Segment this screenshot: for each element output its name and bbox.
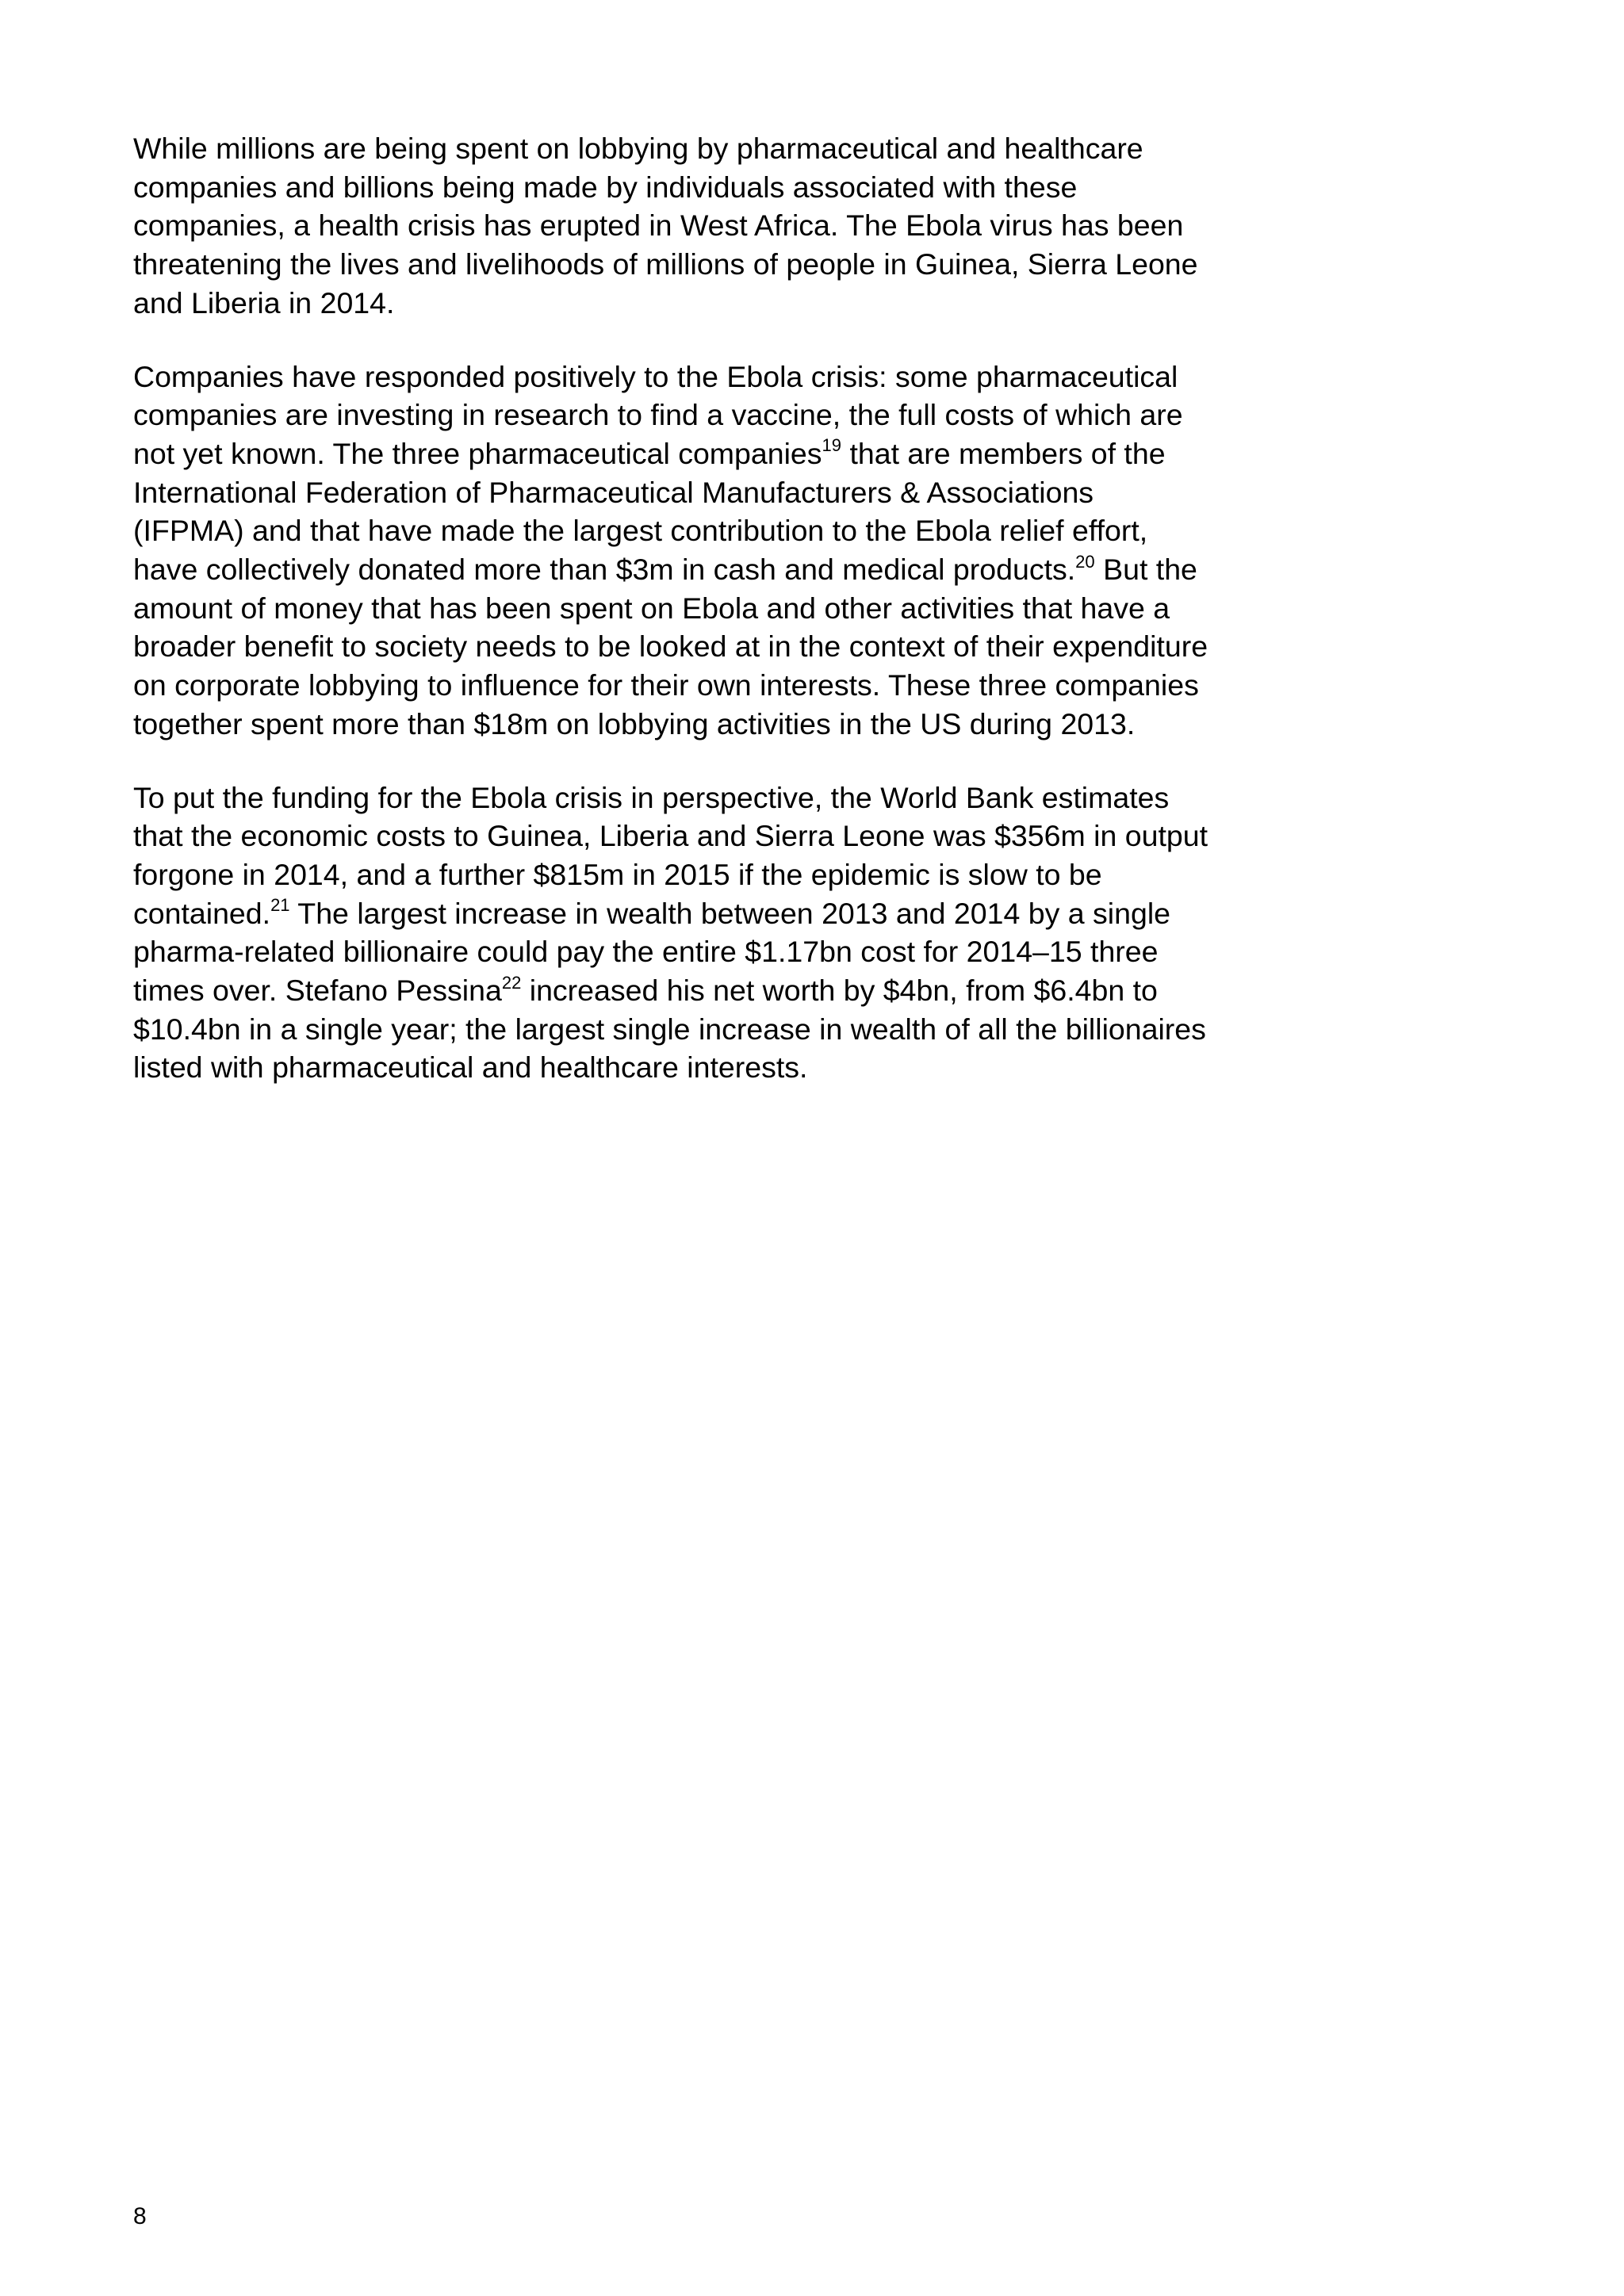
document-body [133,129,1251,1122]
paragraph-text: increased his net worth by $4bn, from $6.4bn to $10.4bn in a single year; the largest single increase in wealth of all the billionaires listed with pharmaceutical and healthcare interests. [133,974,1206,1085]
footnote-reference-19[interactable]: 19 [822,435,842,456]
paragraph-text: that are members of the International Federation of Pharmaceutical Manufacturers & Associations (IFPMA) and that have made the largest contribution to the Ebola relief effort, have collectively donated more than $3m in cash and medical products. [133,436,1166,587]
footnote-reference-20[interactable]: 20 [1075,551,1095,572]
paragraph-text: But the amount of money that has been spent on Ebola and other activities that have a broader benefit to society needs to be looked at in the context of their expenditure on corporate lobbying to influence for their own interests. These three companies together spent more than $18m on lobbying activities in the US during 2013. [133,553,1208,740]
footnote-reference-22[interactable]: 22 [501,972,522,993]
paragraph-world-bank-costs [133,779,1251,1088]
page-number: 8 [133,2203,147,2229]
paragraph-company-response [133,358,1251,744]
paragraph-text: To put the funding for the Ebola crisis in perspective, the World Bank estimates that the economic costs to Guinea, Liberia and Sierra Leone was $356m in output forgone in 2014, and a further $815m in 2015 if the epidemic is slow to be contained. [133,780,1208,930]
paragraph-text: Companies have responded positively to the Ebola crisis: some pharmaceutical companies are investing in research to find a vaccine, the full costs of which are not yet known. The three pharmaceutical companies [133,359,1183,470]
paragraph-ebola-intro [133,129,1251,323]
footnote-reference-21[interactable]: 21 [270,895,290,916]
paragraph-text: While millions are being spent on lobbying by pharmaceutical and healthcare companies and billions being made by individuals associated with these companies, a health crisis has erupted in West Africa. The Ebola virus has been threatening the lives and livelihoods of millions of people in Guinea, Sierra Leone and Liberia in 2014. [133,132,1198,320]
paragraph-text: The largest increase in wealth between 2013 and 2014 by a single pharma-related billionaire could pay the entire $1.17bn cost for 2014–15 three times over. Stefano Pessina [133,896,1171,1008]
